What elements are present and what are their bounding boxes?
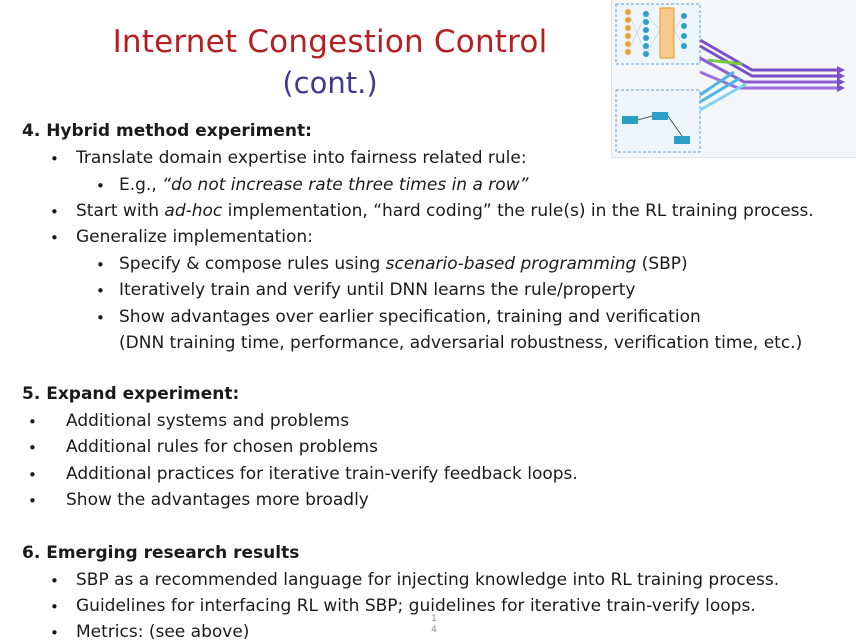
bullet-marker: • [96, 282, 105, 300]
section-5-item: Show the advantages more broadly [66, 490, 369, 510]
specify-em: scenario-based programming [385, 254, 637, 274]
page-number [428, 614, 440, 636]
network-diagram-icon [612, 0, 856, 157]
specify-pre: Specify & compose rules using [119, 254, 386, 274]
section-6-heading: 6. Emerging research results [22, 543, 300, 563]
adhoc-post: implementation, “hard coding” the rule(s) in the RL training process. [222, 201, 814, 221]
bullet-marker: • [28, 439, 37, 457]
section-4-item-iterate: Iteratively train and verify until DNN learns the rule/property [119, 280, 636, 300]
section-4-item-generalize: Generalize implementation: [76, 227, 313, 247]
bullet-marker: • [28, 466, 37, 484]
section-6-item: Guidelines for interfacing RL with SBP; guidelines for iterative train-verify loops. [76, 596, 756, 616]
slide-title: Internet Congestion Control [112, 24, 548, 60]
section-4-item-example [119, 175, 528, 195]
section-5-item: Additional practices for iterative train-verify feedback loops. [66, 464, 578, 484]
section-4-item-specify [119, 254, 688, 274]
bullet-marker: • [96, 309, 105, 327]
bullet-marker: • [96, 177, 105, 195]
specify-post: (SBP) [636, 254, 688, 274]
section-4-item-advantages: Show advantages over earlier specification, training and verification [119, 307, 701, 327]
bullet-marker: • [28, 413, 37, 431]
page-number-a: 1 [431, 614, 437, 624]
example-prefix: E.g., [119, 175, 163, 195]
section-6-item: SBP as a recommended language for injecting knowledge into RL training process. [76, 570, 780, 590]
bullet-marker: • [50, 624, 59, 642]
section-6-item: Metrics: (see above) [76, 622, 250, 642]
section-5-heading: 5. Expand experiment: [22, 384, 240, 404]
example-quote: “do not increase rate three times in a row” [162, 175, 529, 195]
bullet-marker: • [50, 598, 59, 616]
bullet-marker: • [28, 492, 37, 510]
section-4-item-advantages-cont: (DNN training time, performance, adversarial robustness, verification time, etc.) [119, 333, 803, 353]
page-number-b: 4 [431, 625, 437, 635]
section-5-item: Additional systems and problems [66, 411, 350, 431]
adhoc-em: ad-hoc [164, 201, 223, 221]
section-4-item-translate: Translate domain expertise into fairness related rule: [76, 148, 527, 168]
bullet-marker: • [50, 150, 59, 168]
adhoc-pre: Start with [76, 201, 165, 221]
network-diagram-thumbnail [611, 0, 856, 158]
bullet-marker: • [96, 256, 105, 274]
bullet-marker: • [50, 572, 59, 590]
bullet-marker: • [50, 203, 59, 221]
bullet-marker: • [50, 229, 59, 247]
section-5-item: Additional rules for chosen problems [66, 437, 378, 457]
section-4-item-adhoc [76, 201, 814, 221]
slide-subtitle: (cont.) [282, 66, 378, 100]
section-4-heading: 4. Hybrid method experiment: [22, 121, 312, 141]
